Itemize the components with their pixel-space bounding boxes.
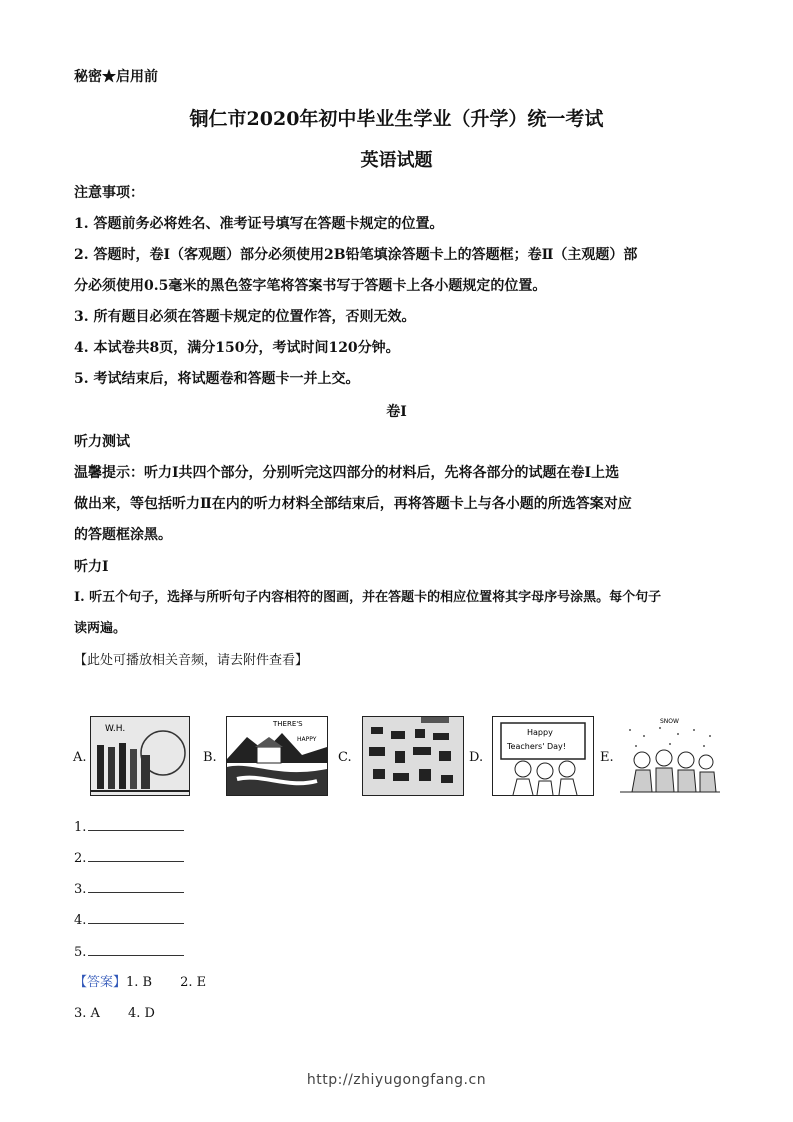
- sign-text: W.H.: [105, 724, 126, 734]
- snow-party-illustration: [620, 716, 720, 794]
- question-number: 1.: [74, 820, 87, 835]
- answer-blank-row: [74, 879, 724, 900]
- animals-zoo-illustration: [363, 717, 463, 795]
- answer-blank-row: [74, 910, 724, 931]
- answer-blank-row: [74, 817, 724, 838]
- answer-line: [74, 1004, 724, 1024]
- answer-blank[interactable]: [88, 848, 184, 862]
- picture-e: [620, 716, 720, 794]
- option-label-e: E.: [600, 750, 614, 765]
- note-item: 3. 所有题目必须在答题卡规定的位置作答，否则无效。: [74, 309, 416, 325]
- instruction-line: 读两遍。: [74, 621, 127, 636]
- note-item: 2. 答题时，卷Ⅰ（客观题）部分必须使用2B铅笔填涂答题卡上的答题框；卷Ⅱ（主观题）部: [74, 247, 638, 263]
- picture-d: [492, 716, 594, 796]
- teachers-day-illustration: [493, 717, 593, 795]
- exam-subtitle: 英语试题: [360, 150, 433, 171]
- answer-item: 3. A: [74, 1006, 100, 1021]
- answer-item: 1. B: [126, 975, 153, 990]
- note-item: 分必须使用0.5毫米的黑色签字笔将答案书写于答题卡上各小题规定的位置。: [74, 278, 547, 294]
- part-heading: 听力Ⅰ: [74, 559, 109, 575]
- note-item: 5. 考试结束后，将试题卷和答题卡一并上交。: [74, 371, 360, 387]
- picture-a: [90, 716, 190, 796]
- village-landscape-illustration: [227, 717, 327, 795]
- question-number: 4.: [74, 913, 87, 928]
- answer-blank[interactable]: [88, 879, 184, 893]
- sign-text: THERE'S: [273, 720, 303, 728]
- answer-blank-row: [74, 848, 724, 869]
- instruction-line: Ⅰ. 听五个句子，选择与所听句子内容相符的图画，并在答题卡的相应位置将其字母序号涂黑。每个句子: [74, 590, 662, 605]
- board-text: Teachers' Day!: [507, 742, 566, 751]
- answer-blank[interactable]: [88, 942, 184, 956]
- question-number: 2.: [74, 851, 87, 866]
- note-item: 1. 答题前务必将姓名、准考证号填写在答题卡规定的位置。: [74, 216, 444, 232]
- answer-line: [74, 973, 724, 993]
- board-text: Happy: [527, 728, 553, 737]
- question-number: 3.: [74, 882, 87, 897]
- notes-heading: 注意事项：: [74, 185, 144, 201]
- footer-url[interactable]: http://zhiyugongfang.cn: [306, 1072, 487, 1088]
- answer-blank-row: [74, 942, 724, 963]
- answer-blank[interactable]: [88, 910, 184, 924]
- tip-line: 做出来，等包括听力Ⅱ在内的听力材料全部结束后，再将答题卡上与各小题的所选答案对应: [74, 496, 632, 512]
- picture-options: [72, 716, 722, 800]
- tip-line: 温馨提示：听力Ⅰ共四个部分，分别听完这四部分的材料后，先将各部分的试题在卷Ⅰ上选: [74, 465, 620, 481]
- sign-text: SNOW: [660, 718, 679, 725]
- answer-tag: 【答案】: [74, 975, 127, 990]
- answer-item: 2. E: [180, 975, 207, 990]
- answer-blank[interactable]: [88, 817, 184, 831]
- volume-heading: 卷Ⅰ: [386, 404, 407, 420]
- answer-item: 4. D: [127, 1006, 155, 1021]
- sign-text: HAPPY: [297, 736, 317, 743]
- exam-title: 铜仁市2020年初中毕业生学业（升学）统一考试: [189, 108, 604, 130]
- confidential-mark: 秘密★启用前: [74, 69, 158, 85]
- audio-note: 【此处可播放相关音频，请去附件查看】: [74, 653, 309, 668]
- option-label-c: C.: [338, 750, 352, 765]
- note-item: 4. 本试卷共8页，满分150分，考试时间120分钟。: [74, 340, 400, 356]
- option-label-a: A.: [73, 750, 87, 765]
- tip-line: 的答题框涂黑。: [74, 527, 172, 543]
- listening-heading: 听力测试: [74, 434, 130, 450]
- option-label-d: D.: [469, 750, 484, 765]
- picture-b: [226, 716, 328, 796]
- picture-c: [362, 716, 464, 796]
- question-number: 5.: [74, 945, 87, 960]
- people-queue-illustration: [91, 717, 189, 795]
- option-label-b: B.: [203, 750, 217, 765]
